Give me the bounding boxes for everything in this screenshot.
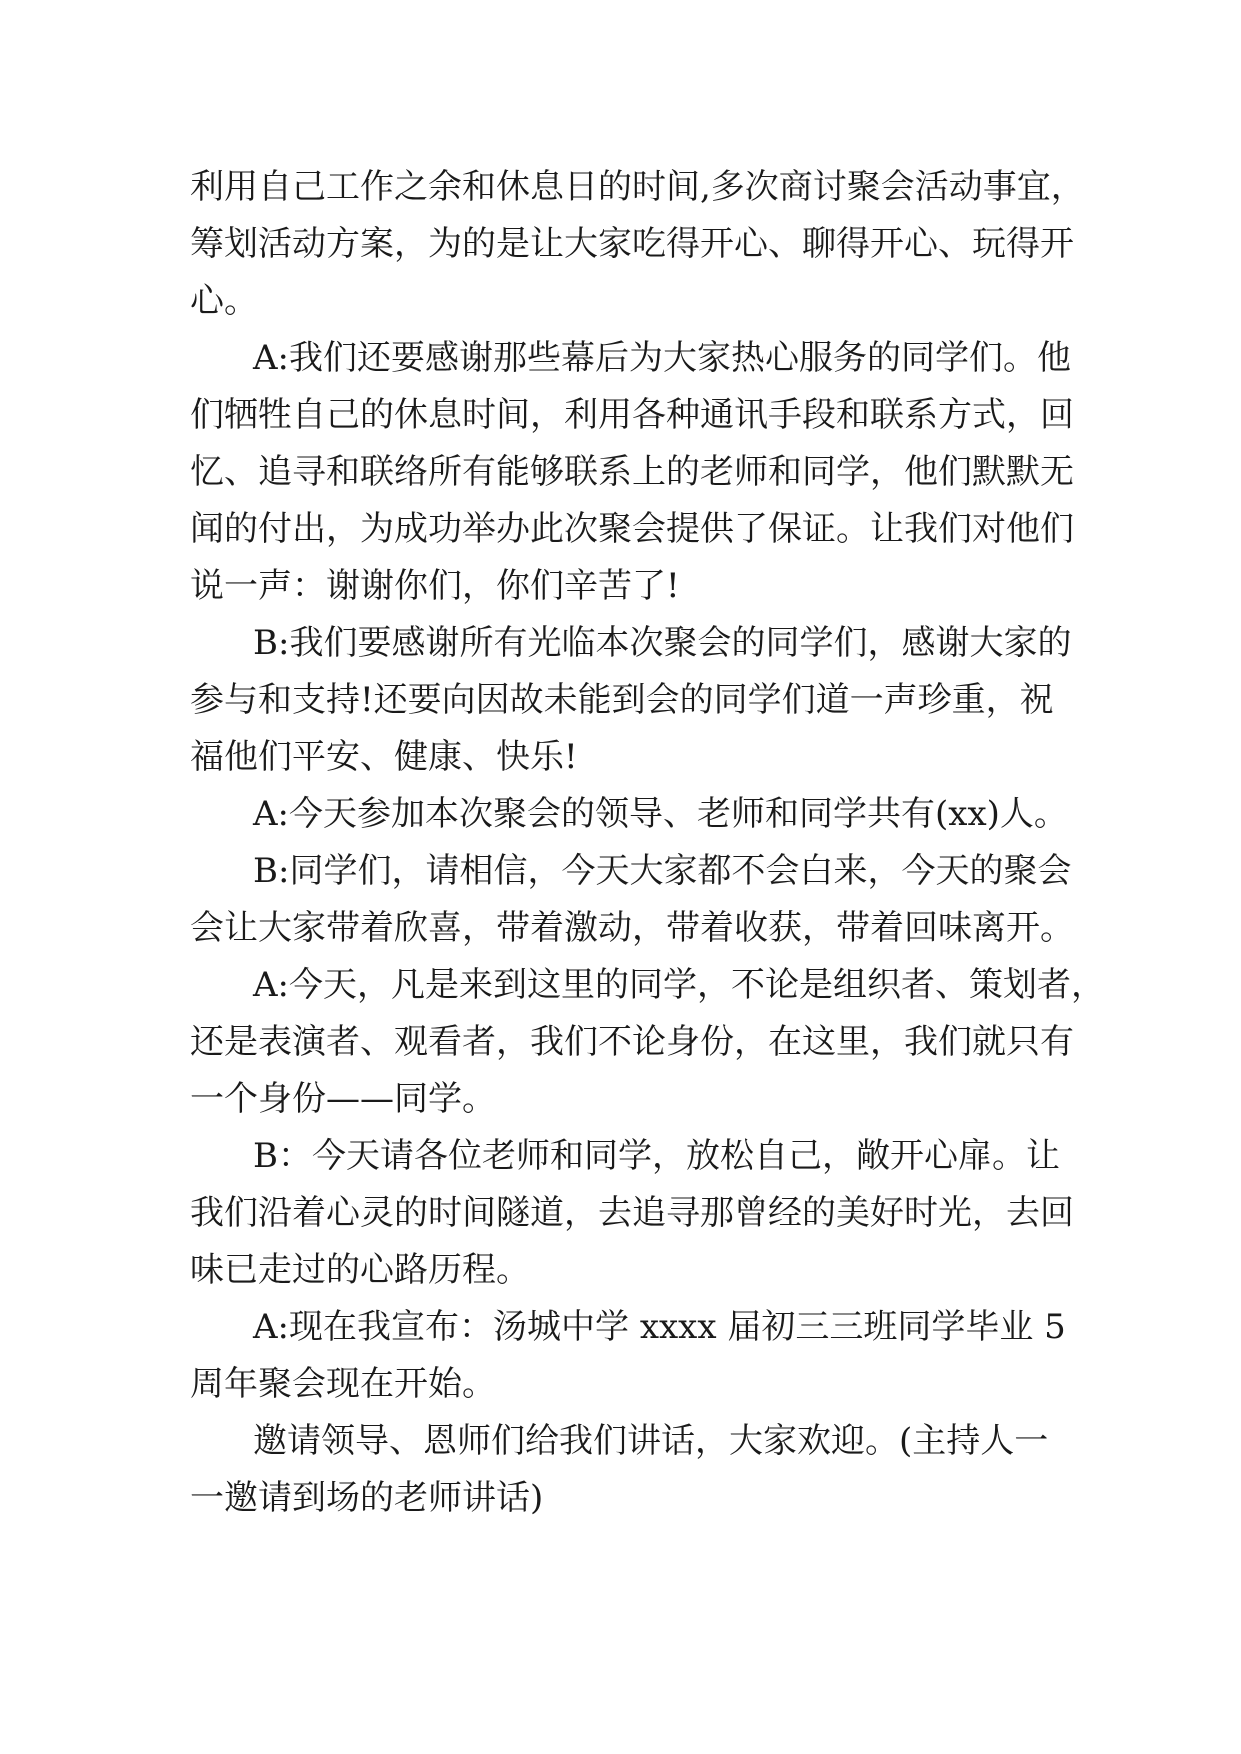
text-line: 周年聚会现在开始。 [190,1364,496,1404]
text-line: 筹划活动方案，为的是让大家吃得开心、聊得开心、玩得开 [190,224,1074,264]
text-line: 味已走过的心路历程。 [190,1250,530,1290]
text-line: B:同学们，请相信，今天大家都不会白来，今天的聚会 [253,851,1072,891]
text-line: A:现在我宣布：汤城中学 xxxx 届初三三班同学毕业 5 [253,1307,1066,1347]
text-line: 心。 [190,281,258,321]
text-line: 一个身份——同学。 [190,1079,496,1119]
text-line: B：今天请各位老师和同学，放松自己，敞开心扉。让 [253,1136,1060,1176]
text-line: 说一声：谢谢你们，你们辛苦了! [190,566,680,606]
text-line: 邀请领导、恩师们给我们讲话，大家欢迎。(主持人一 [253,1421,1049,1461]
text-line: B:我们要感谢所有光临本次聚会的同学们，感谢大家的 [253,623,1072,663]
text-line: 闻的付出，为成功举办此次聚会提供了保证。让我们对他们 [190,509,1074,549]
text-line: 福他们平安、健康、快乐! [190,737,578,777]
text-line: 忆、追寻和联络所有能够联系上的老师和同学，他们默默无 [190,452,1074,492]
text-line: 们牺牲自己的休息时间，利用各种通讯手段和联系方式，回 [190,395,1074,435]
text-line: 一邀请到场的老师讲话) [190,1478,544,1518]
text-line: 利用自己工作之余和休息日的时间,多次商讨聚会活动事宜， [190,167,1085,207]
text-line: A:我们还要感谢那些幕后为大家热心服务的同学们。他 [253,338,1072,378]
text-line: 会让大家带着欣喜，带着激动，带着收获，带着回味离开。 [190,908,1074,948]
text-line: 还是表演者、观看者，我们不论身份，在这里，我们就只有 [190,1022,1074,1062]
text-line: 我们沿着心灵的时间隧道，去追寻那曾经的美好时光，去回 [190,1193,1074,1233]
text-line: A:今天参加本次聚会的领导、老师和同学共有(xx)人。 [253,794,1068,834]
text-line: 参与和支持!还要向因故未能到会的同学们道一声珍重，祝 [190,680,1054,720]
text-line: A:今天，凡是来到这里的同学，不论是组织者、策划者， [253,965,1106,1005]
